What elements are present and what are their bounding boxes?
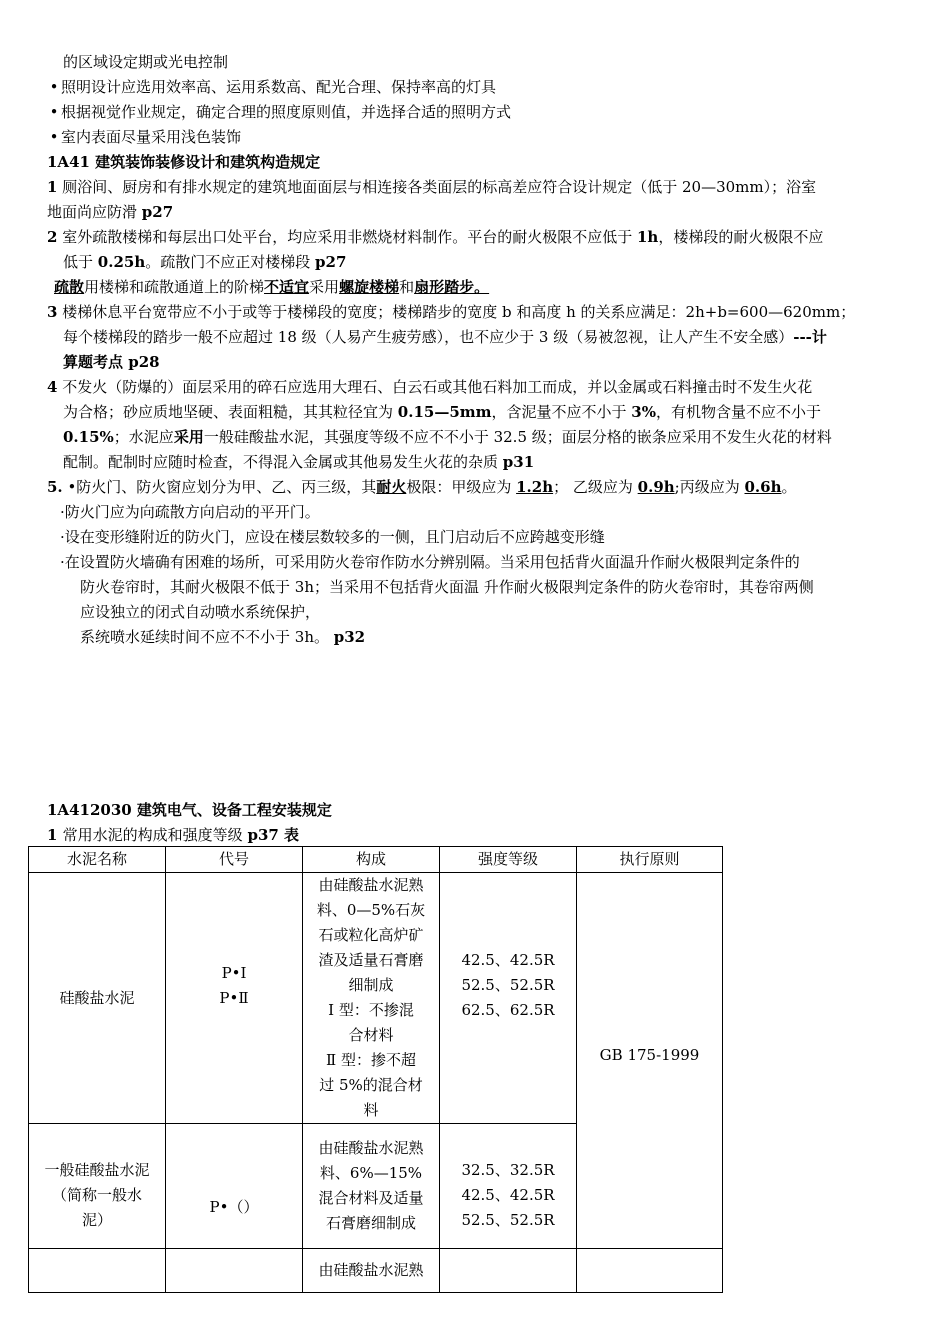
cement-name: 硅酸盐水泥 xyxy=(59,988,135,1007)
cement-name: 泥） xyxy=(81,1210,112,1229)
item-3-line xyxy=(63,327,827,347)
cement-name: 一般硅酸盐水泥 xyxy=(44,1160,150,1179)
bullet-icon: • xyxy=(49,128,59,146)
code: P•（） xyxy=(209,1198,259,1216)
value: 0.9h xyxy=(637,478,675,496)
item-5-line xyxy=(60,552,800,572)
header-cell: 执行原则 xyxy=(577,847,723,873)
text: 室外疏散楼梯和每层出口处平台，均应采用非燃烧材料制作。平台的耐火极限不应低于 xyxy=(57,228,637,246)
text: ·防火门应为向疏散方向启动的平开门。 xyxy=(60,503,320,521)
page-ref: p27 xyxy=(141,203,174,221)
composition-line: 料 xyxy=(363,1101,379,1119)
table-row xyxy=(29,1249,723,1293)
item-3-line xyxy=(63,352,160,372)
grade-cell xyxy=(440,1249,577,1293)
page-ref: p27 xyxy=(315,253,347,271)
heading-text: 1A412030 建筑电气、设备工程安装规定 xyxy=(47,801,332,819)
bullet-item xyxy=(47,77,496,97)
grade: 32.5、32.5R xyxy=(461,1160,555,1179)
keyword: 疏散 xyxy=(54,278,85,296)
cement-name-cell xyxy=(29,873,166,1124)
keyword: 扇形踏步。 xyxy=(414,278,490,296)
grade-cell xyxy=(440,873,577,1124)
code: P•Ⅱ xyxy=(219,988,249,1007)
text: ； 乙级应为 xyxy=(553,478,638,496)
text: •防火门、防火窗应划分为甲、乙、丙三级，其 xyxy=(62,478,377,496)
composition-line: 渣及适量石膏磨 xyxy=(318,951,424,969)
bullet-item xyxy=(47,102,511,122)
composition-line: 料、0—5%石灰 xyxy=(316,901,426,919)
keyword: 耐火 xyxy=(376,478,407,496)
text: ·在设置防火墙确有困难的场所，可采用防火卷帘作防水分辨别隔。当采用包括背火面温升作耐火极限判定条件的 xyxy=(60,553,800,571)
header-cell: 代号 xyxy=(166,847,303,873)
text: 系统喷水延续时间不应不不小于 3h。 xyxy=(80,628,334,646)
text: ，楼梯段的耐火极限不应 xyxy=(658,228,824,246)
composition-cell xyxy=(303,1124,440,1249)
page-ref: p31 xyxy=(502,453,535,471)
header-cell: 水泥名称 xyxy=(29,847,166,873)
header-cell: 构成 xyxy=(303,847,440,873)
text: ，有机物含量不应不小于 xyxy=(655,403,821,421)
text: 防火卷帘时，其耐火极限不低于 3h；当采用不包括背火面温 升作耐火极限判定条件的防火卷帘时，其卷帘两侧 xyxy=(80,578,814,596)
text-line xyxy=(63,52,228,72)
bullet-item xyxy=(47,127,241,147)
item-5-line xyxy=(80,602,320,622)
text: 照明设计应选用效率高、运用系数高、配光合理、保持率高的灯具 xyxy=(61,78,497,96)
cement-name: （简称一般水 xyxy=(51,1185,142,1204)
text: 。 xyxy=(781,478,797,496)
keyword: 螺旋楼梯 xyxy=(339,278,400,296)
composition-line: 混合材料及适量 xyxy=(318,1189,424,1207)
value: 1h xyxy=(636,228,659,246)
note: ---计 xyxy=(793,328,827,346)
item-number: 1 xyxy=(47,826,63,844)
value: 0.15—5mm xyxy=(397,403,492,421)
item-number: 4 xyxy=(47,378,58,396)
item-5-line xyxy=(60,502,320,522)
code: P•Ⅰ xyxy=(221,963,247,982)
composition-line: Ⅰ 型：不掺混 xyxy=(328,1001,414,1019)
item-4-line xyxy=(47,377,812,397)
value: 1.2h xyxy=(516,478,554,496)
text: 楼梯休息平台宽带应不小于或等于楼梯段的宽度；楼梯踏步的宽度 b 和高度 h 的关系应满足：2h+b=600—620mm； xyxy=(57,303,856,321)
composition-line: 合材料 xyxy=(348,1026,394,1044)
text: 不发火（防爆的）面层采用的碎石应选用大理石、白云石或其他石料加工而成，并以金属或石料撞击时不发生火花 xyxy=(57,378,813,396)
text: ;丙级应为 xyxy=(674,478,745,496)
standard: GB 175-1999 xyxy=(599,1046,700,1064)
standard-cell xyxy=(577,873,723,1249)
grade: 52.5、52.5R xyxy=(461,1210,555,1229)
table-caption xyxy=(47,825,299,845)
composition-line: 由硅酸盐水泥熟 xyxy=(318,876,424,894)
composition-line: 石膏磨细制成 xyxy=(325,1214,416,1232)
item-1-line xyxy=(47,202,173,222)
note: 算题考点 p28 xyxy=(63,353,160,371)
grade: 52.5、52.5R xyxy=(461,976,555,994)
text: 室内表面尽量采用浅色装饰 xyxy=(61,128,242,146)
standard-cell xyxy=(577,1249,723,1293)
keyword: 采用 xyxy=(173,428,204,446)
composition-line: 由硅酸盐水泥熟 xyxy=(318,1261,424,1279)
text: 为合格；砂应质地坚硬、表面粗糙，其其粒径宜为 xyxy=(63,403,398,421)
text: 应设独立的闭式自动喷水系统保护， xyxy=(80,603,321,621)
keyword: 不适宜 xyxy=(264,278,310,296)
text: 配制。配制时应随时检查，不得混入金属或其他易发生火花的杂质 xyxy=(63,453,503,471)
text: ；水泥应 xyxy=(113,428,174,446)
value: 3% xyxy=(631,403,656,421)
value: 0.25h xyxy=(97,253,146,271)
text: 用楼梯和疏散通道上的阶梯 xyxy=(84,278,265,296)
cement-table xyxy=(28,846,723,1293)
text: 和 xyxy=(399,278,415,296)
text: 。疏散门不应正对楼梯段 xyxy=(145,253,316,271)
composition-line: 料、6%—15% xyxy=(319,1164,423,1182)
item-4-line xyxy=(63,402,821,422)
cement-name-cell xyxy=(29,1124,166,1249)
item-2-line xyxy=(54,277,489,297)
text: 常用水泥的构成和强度等级 xyxy=(62,826,248,844)
item-3-line xyxy=(47,302,855,322)
table-header-row xyxy=(29,847,723,873)
item-2-line xyxy=(63,252,346,272)
composition-line: Ⅱ 型：掺不超 xyxy=(326,1051,416,1069)
grade-cell xyxy=(440,1124,577,1249)
code-cell xyxy=(166,873,303,1124)
grade: 62.5、62.5R xyxy=(461,1001,555,1019)
text: 每个楼梯段的踏步一般不应超过 18 级（人易产生疲劳感），也不应少于 3 级（易被忽视，让人产生不安全感） xyxy=(63,328,794,346)
item-5-line xyxy=(47,477,797,497)
value: 0.6h xyxy=(744,478,782,496)
item-5-line xyxy=(80,627,365,647)
code-cell xyxy=(166,1249,303,1293)
text: 地面尚应防滑 xyxy=(47,203,142,221)
text: ，含泥量不应不小于 xyxy=(491,403,632,421)
item-5-line xyxy=(80,577,814,597)
page-ref: p37 表 xyxy=(247,826,300,844)
text: ·设在变形缝附近的防火门，应设在楼层数较多的一侧，且门启动后不应跨越变形缝 xyxy=(60,528,605,546)
bullet-icon: • xyxy=(49,103,59,121)
composition-line: 过 5%的混合材 xyxy=(319,1076,423,1094)
text: 厕浴间、厨房和有排水规定的建筑地面面层与相连接各类面层的标高差应符合设计规定（低于 20—30mm）；浴室 xyxy=(57,178,817,196)
composition-line: 细制成 xyxy=(348,976,394,994)
section-heading xyxy=(47,800,332,820)
item-4-line xyxy=(63,427,832,447)
item-5-line xyxy=(60,527,605,547)
page-ref: p32 xyxy=(333,628,366,646)
text: 一般硅酸盐水泥，其强度等级不应不不小于 32.5 级；面层分格的嵌条应采用不发生火花的材料 xyxy=(203,428,832,446)
item-number: 1 xyxy=(47,178,58,196)
composition-line: 石或粒化高炉矿 xyxy=(318,926,424,944)
value: 0.15% xyxy=(63,428,114,446)
bullet-icon: • xyxy=(49,78,59,96)
text: 采用 xyxy=(309,278,340,296)
composition-cell xyxy=(303,873,440,1124)
cement-name-cell xyxy=(29,1249,166,1293)
item-2-line xyxy=(47,227,823,247)
item-number: 5. xyxy=(47,478,63,496)
text: 极限：甲级应为 xyxy=(406,478,517,496)
grade: 42.5、42.5R xyxy=(461,951,555,969)
grade: 42.5、42.5R xyxy=(461,1185,555,1204)
header-cell: 强度等级 xyxy=(440,847,577,873)
item-number: 2 xyxy=(47,228,58,246)
composition-cell xyxy=(303,1249,440,1293)
section-heading xyxy=(47,152,320,172)
text: 低于 xyxy=(63,253,98,271)
item-1-line xyxy=(47,177,816,197)
code-cell xyxy=(166,1124,303,1249)
text: 根据视觉作业规定，确定合理的照度原则值，并选择合适的照明方式 xyxy=(61,103,512,121)
item-4-line xyxy=(63,452,534,472)
item-number: 3 xyxy=(47,303,58,321)
heading-text: 1A41 建筑装饰装修设计和建筑构造规定 xyxy=(47,153,321,171)
text: 的区域设定期或光电控制 xyxy=(63,53,229,71)
table-row xyxy=(29,873,723,1124)
composition-line: 由硅酸盐水泥熟 xyxy=(318,1139,424,1157)
